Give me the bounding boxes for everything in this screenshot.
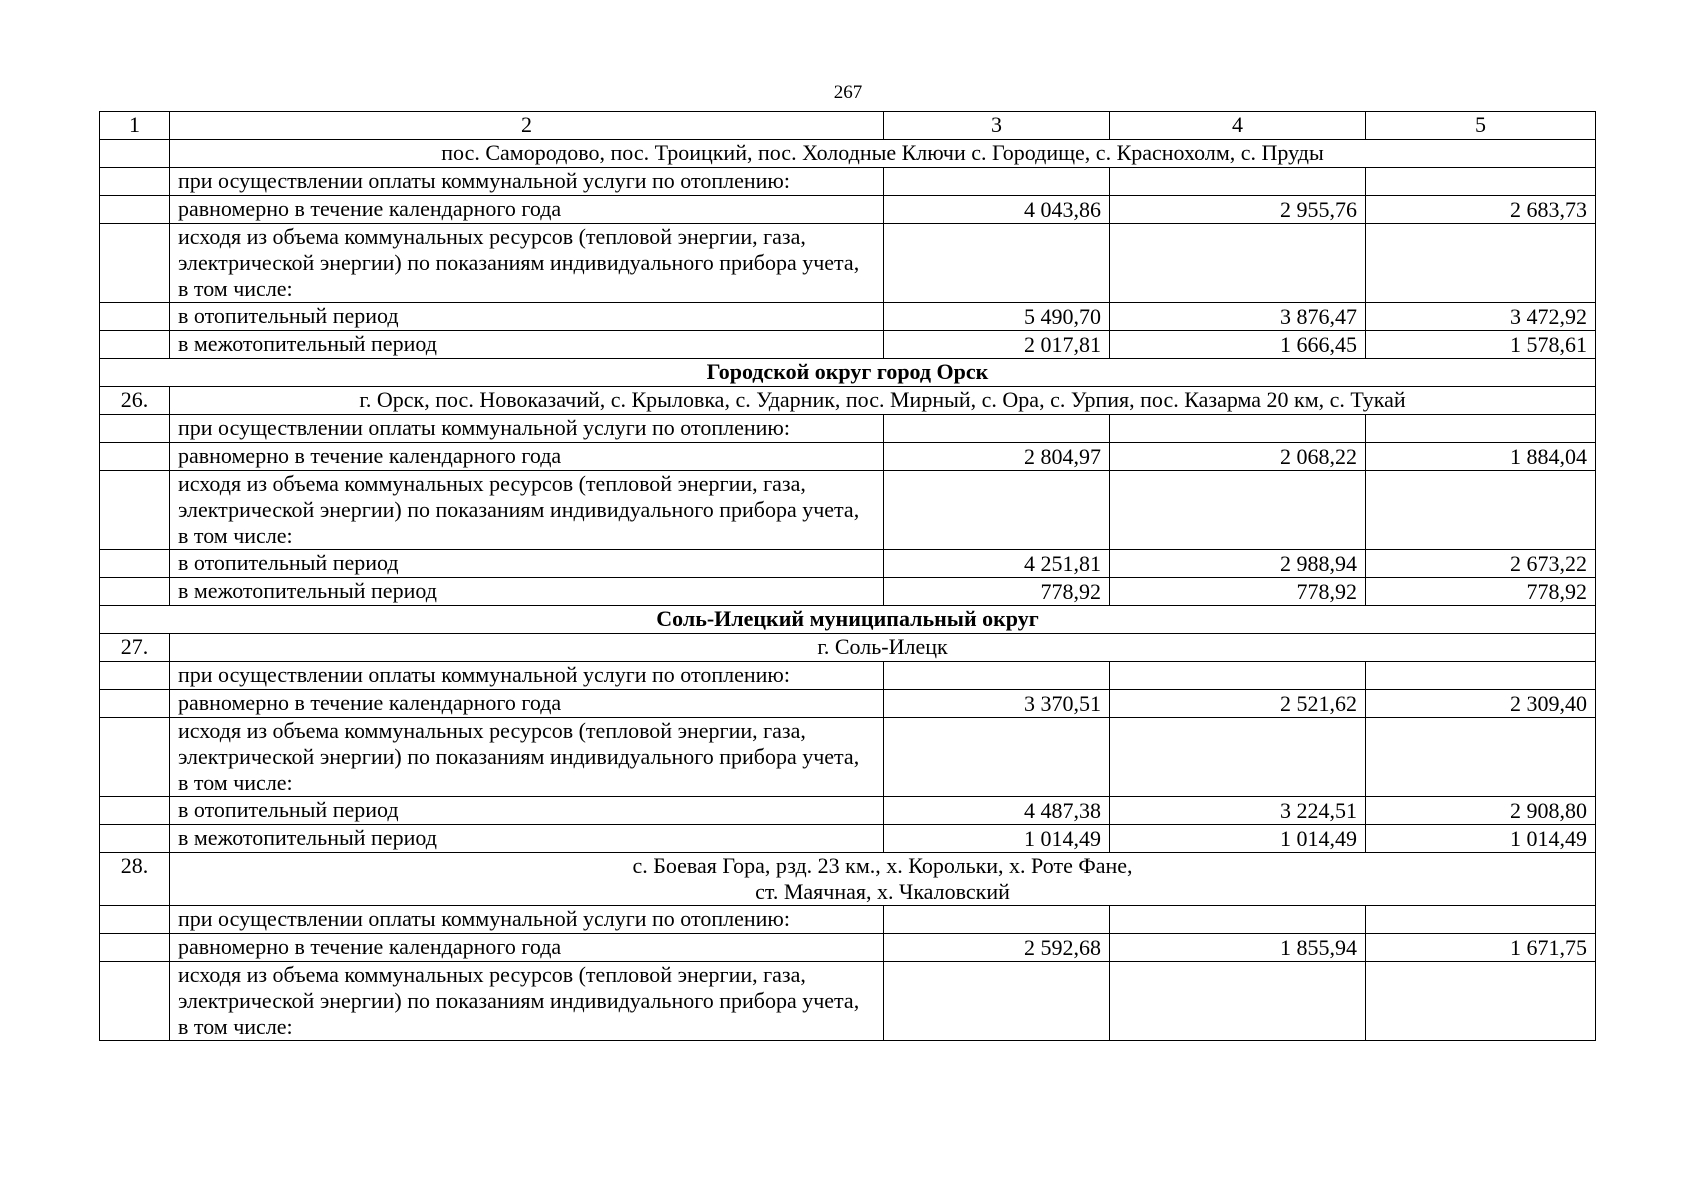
row-label: в межотопительный период	[170, 331, 884, 359]
table-row	[100, 331, 1596, 359]
value-cell: 1 855,94	[1110, 934, 1366, 962]
value-cell: 1 014,49	[1110, 825, 1366, 853]
value-cell: 2 521,62	[1110, 690, 1366, 718]
locality-name: пос. Самородово, пос. Троицкий, пос. Холодные Ключи с. Городище, с. Краснохолм, с. Пруды	[170, 140, 1596, 168]
row-label: при осуществлении оплаты коммунальной услуги по отоплению:	[170, 662, 884, 690]
row-label: исходя из объема коммунальных ресурсов (тепловой энергии, газа, электрической энергии) по показаниям индивидуального прибора учета, в том числе:	[170, 962, 884, 1041]
value-cell: 1 578,61	[1366, 331, 1596, 359]
row-label: при осуществлении оплаты коммунальной услуги по отоплению:	[170, 415, 884, 443]
row-label: исходя из объема коммунальных ресурсов (тепловой энергии, газа, электрической энергии) по показаниям индивидуального прибора учета, в том числе:	[170, 718, 884, 797]
locality-name: г. Соль-Илецк	[170, 634, 1596, 662]
row-number: 28.	[100, 853, 170, 906]
value-cell: 3 370,51	[884, 690, 1110, 718]
value-cell: 3 224,51	[1110, 797, 1366, 825]
header-row	[100, 112, 1596, 140]
locality-name: г. Орск, пос. Новоказачий, с. Крыловка, с. Ударник, пос. Мирный, с. Ора, с. Урпия, пос. Казарма 20 км, с. Тукай	[170, 387, 1596, 415]
value-cell: 3 876,47	[1110, 303, 1366, 331]
column-header-1: 1	[100, 112, 170, 140]
table-row	[100, 825, 1596, 853]
table-row	[100, 718, 1596, 797]
column-header-4: 4	[1110, 112, 1366, 140]
value-cell: 4 043,86	[884, 196, 1110, 224]
table-row	[100, 303, 1596, 331]
value-cell: 1 014,49	[1366, 825, 1596, 853]
value-cell: 778,92	[884, 578, 1110, 606]
page-number: 267	[833, 82, 863, 103]
row-label: равномерно в течение календарного года	[170, 934, 884, 962]
row-label: исходя из объема коммунальных ресурсов (тепловой энергии, газа, электрической энергии) по показаниям индивидуального прибора учета, в том числе:	[170, 224, 884, 303]
value-cell: 1 671,75	[1366, 934, 1596, 962]
table-row	[100, 962, 1596, 1041]
row-label: исходя из объема коммунальных ресурсов (тепловой энергии, газа, электрической энергии) по показаниям индивидуального прибора учета, в том числе:	[170, 471, 884, 550]
column-header-5: 5	[1366, 112, 1596, 140]
section-title: Соль-Илецкий муниципальный округ	[100, 606, 1596, 634]
row-label: в отопительный период	[170, 303, 884, 331]
table-row	[100, 578, 1596, 606]
row-label: в межотопительный период	[170, 825, 884, 853]
row-number: 26.	[100, 387, 170, 415]
column-header-3: 3	[884, 112, 1110, 140]
table-row	[100, 662, 1596, 690]
value-cell: 2 955,76	[1110, 196, 1366, 224]
row-label: равномерно в течение календарного года	[170, 690, 884, 718]
section-row	[100, 606, 1596, 634]
table-row	[100, 797, 1596, 825]
row-label: в отопительный период	[170, 550, 884, 578]
table-row	[100, 196, 1596, 224]
table-row	[100, 934, 1596, 962]
row-label: при осуществлении оплаты коммунальной услуги по отоплению:	[170, 168, 884, 196]
value-cell: 2 804,97	[884, 443, 1110, 471]
value-cell: 2 309,40	[1366, 690, 1596, 718]
row-label: при осуществлении оплаты коммунальной услуги по отоплению:	[170, 906, 884, 934]
tariff-table	[99, 111, 1596, 1041]
table-row	[100, 690, 1596, 718]
value-cell: 4 487,38	[884, 797, 1110, 825]
table-row	[100, 906, 1596, 934]
value-cell: 2 673,22	[1366, 550, 1596, 578]
table-row	[100, 224, 1596, 303]
value-cell: 2 068,22	[1110, 443, 1366, 471]
section-title: Городской округ город Орск	[100, 359, 1596, 387]
row-label: равномерно в течение календарного года	[170, 196, 884, 224]
value-cell: 3 472,92	[1366, 303, 1596, 331]
row-label: в межотопительный период	[170, 578, 884, 606]
value-cell: 1 666,45	[1110, 331, 1366, 359]
locality-line: ст. Маячная, х. Чкаловский	[755, 879, 1010, 904]
locality-row	[100, 140, 1596, 168]
locality-row	[100, 853, 1596, 906]
row-label: в отопительный период	[170, 797, 884, 825]
section-row	[100, 359, 1596, 387]
value-cell: 5 490,70	[884, 303, 1110, 331]
value-cell: 778,92	[1110, 578, 1366, 606]
table-row	[100, 471, 1596, 550]
value-cell: 2 988,94	[1110, 550, 1366, 578]
table-row	[100, 550, 1596, 578]
table-row	[100, 168, 1596, 196]
locality-line: с. Боевая Гора, рзд. 23 км., х. Корольки, х. Роте Фане,	[632, 853, 1133, 878]
value-cell: 2 592,68	[884, 934, 1110, 962]
row-number: 27.	[100, 634, 170, 662]
table-row	[100, 415, 1596, 443]
locality-name	[170, 853, 1596, 906]
locality-row	[100, 634, 1596, 662]
column-header-2: 2	[170, 112, 884, 140]
value-cell: 2 908,80	[1366, 797, 1596, 825]
value-cell: 4 251,81	[884, 550, 1110, 578]
locality-row	[100, 387, 1596, 415]
table-row	[100, 443, 1596, 471]
value-cell: 1 884,04	[1366, 443, 1596, 471]
value-cell: 2 017,81	[884, 331, 1110, 359]
value-cell: 1 014,49	[884, 825, 1110, 853]
row-label: равномерно в течение календарного года	[170, 443, 884, 471]
value-cell: 778,92	[1366, 578, 1596, 606]
value-cell: 2 683,73	[1366, 196, 1596, 224]
